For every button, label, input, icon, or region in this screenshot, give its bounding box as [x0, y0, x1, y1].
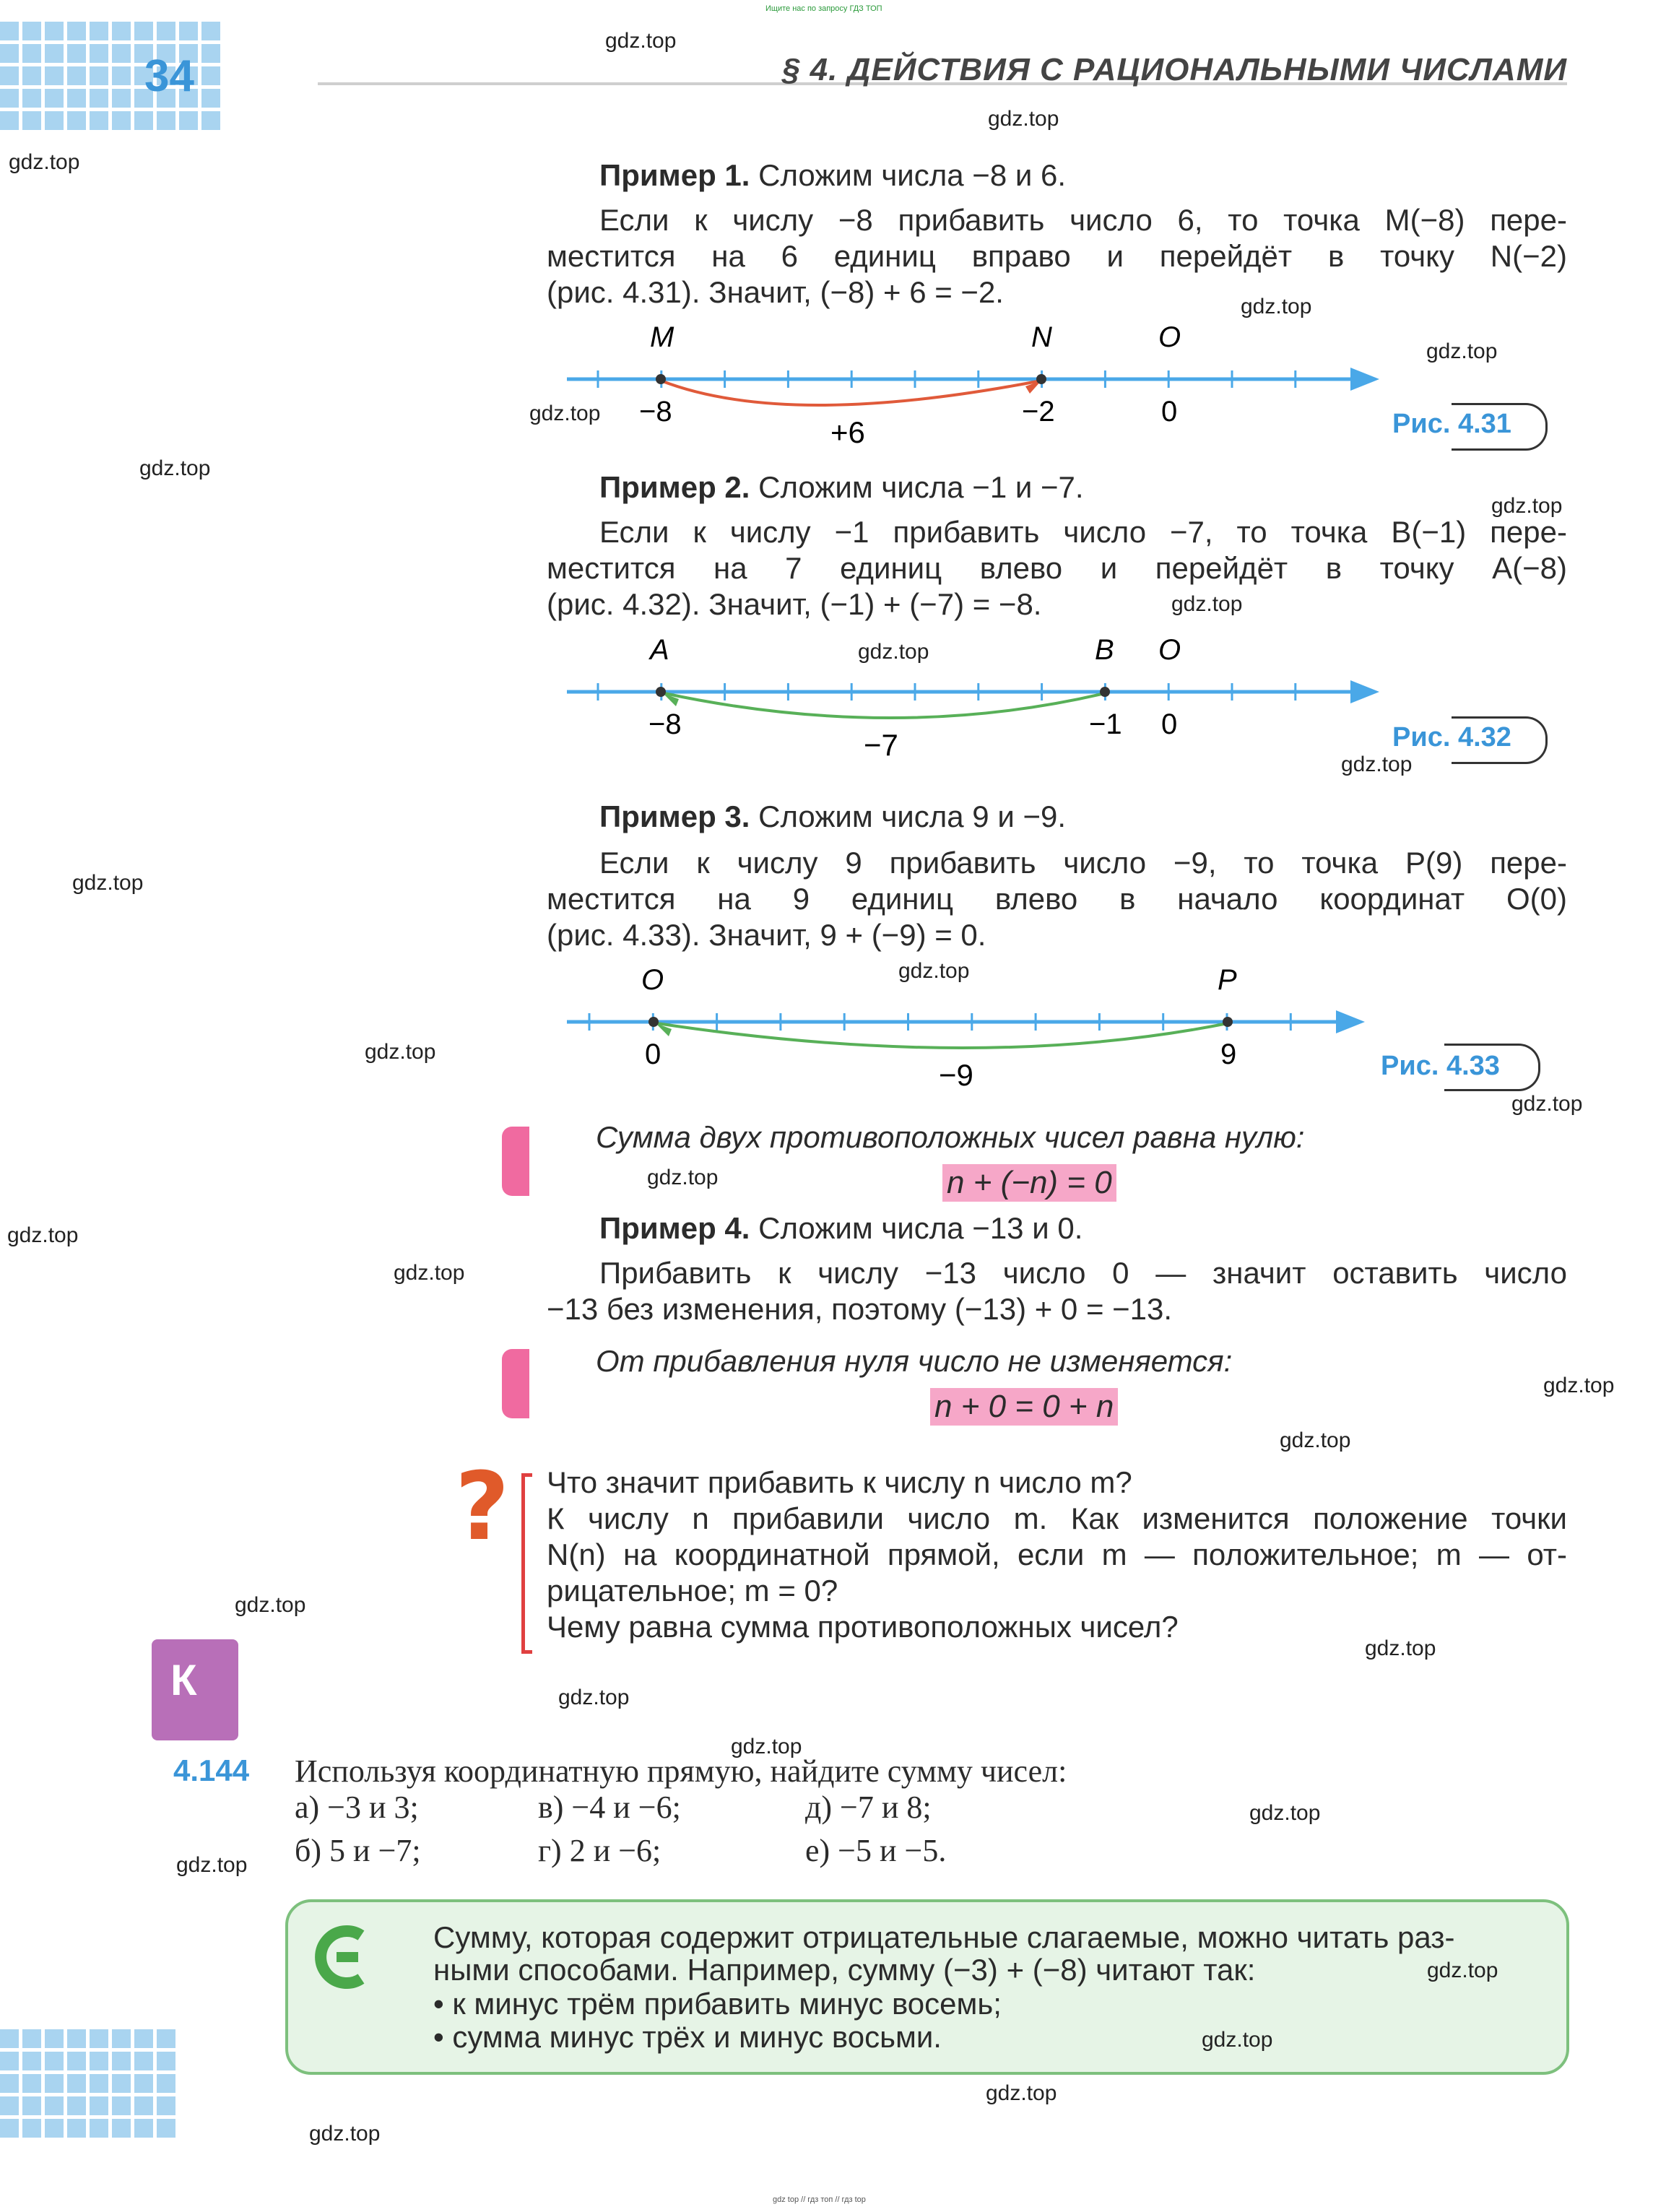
point-o-label: O [1158, 321, 1181, 353]
watermark: gdz.top [72, 871, 144, 895]
example1-heading: Пример 1. [599, 158, 750, 192]
arrow-label: −9 [939, 1058, 973, 1092]
example1-intro: Сложим числа −8 и 6. [758, 158, 1067, 192]
axis-arrowhead [1350, 680, 1379, 703]
exercise-number: 4.144 [173, 1753, 250, 1787]
exercise-task: Используя координатную прямую, найдите сумму чисел: [295, 1753, 1067, 1789]
watermark: gdz.top [365, 1040, 436, 1064]
watermark: gdz.top [988, 107, 1059, 131]
point-a-label: A [650, 634, 669, 666]
note-bullet2: • сумма минус трёх и минус восьми. [433, 2020, 942, 2054]
example3-heading: Пример 3. [599, 799, 750, 833]
question-mark-icon: ? [455, 1452, 510, 1561]
question-3: Чему равна сумма противоположных чисел? [547, 1610, 1179, 1644]
example2-line2: местится на 7 единиц влево и перейдёт в точку A(−8) [547, 551, 1567, 585]
example2-intro-line [599, 469, 1567, 506]
move-arc [657, 1023, 1228, 1048]
speech-icon [311, 1925, 376, 1990]
watermark: gdz.top [986, 2081, 1057, 2105]
note-line2: ными способами. Например, сумму (−3) + (−8) читают так: [433, 1953, 1256, 1987]
point-a [656, 687, 666, 697]
point-m [656, 374, 666, 384]
point-o [648, 1017, 659, 1027]
arrow-label: +6 [830, 415, 865, 449]
exercise-item-v: в) −4 и −6; [538, 1790, 681, 1825]
tick-label-a: −8 [648, 708, 682, 740]
page-number: 34 [144, 51, 194, 101]
exercise-item-a: а) −3 и 3; [295, 1790, 419, 1825]
exercise-item-d: д) −7 и 8; [805, 1790, 932, 1825]
rule1-text: Сумма двух противоположных чисел равна нулю: [596, 1120, 1305, 1154]
tick-label-o: 0 [1161, 708, 1178, 740]
point-o-label: O [1158, 634, 1181, 666]
top-note: Ищите нас по запросу ГДЗ ТОП [765, 4, 882, 13]
exercise-item-g: г) 2 и −6; [538, 1833, 661, 1868]
number-line-fig-4-33 [549, 964, 1394, 1101]
tick-label-m: −8 [639, 396, 672, 428]
tick-label-o: 0 [1161, 396, 1178, 428]
example1-intro-line [599, 157, 1567, 194]
watermark: gdz.top [9, 150, 80, 174]
watermark: gdz.top [394, 1261, 465, 1285]
tick-label-o: 0 [645, 1038, 661, 1070]
example4-line1: Прибавить к числу −13 число 0 — значит оставить число [599, 1256, 1567, 1290]
question-1: Что значит прибавить к числу n число m? [547, 1465, 1132, 1499]
section-title: § 4. ДЕЙСТВИЯ С РАЦИОНАЛЬНЫМИ ЧИСЛАМИ [781, 52, 1567, 87]
point-n-label: N [1031, 321, 1052, 353]
point-b-label: B [1095, 634, 1114, 666]
watermark: gdz.top [7, 1223, 79, 1247]
fig-caption-4-31: Рис. 4.31 [1392, 409, 1511, 439]
example1-line1: Если к числу −8 прибавить число 6, то точка M(−8) пере- [599, 203, 1567, 237]
example4-heading: Пример 4. [599, 1211, 750, 1245]
tick-label-b: −1 [1089, 708, 1122, 740]
tick-label-n: −2 [1022, 396, 1055, 428]
axis-arrowhead [1350, 368, 1379, 391]
example3-intro-line [599, 799, 1567, 835]
example1-line3: (рис. 4.31). Значит, (−8) + 6 = −2. [547, 275, 1004, 309]
rule2-formula: n + 0 = 0 + n [930, 1388, 1118, 1426]
watermark: gdz.top [1202, 2028, 1273, 2052]
watermark: gdz.top [1426, 339, 1498, 363]
number-line-fig-4-31 [549, 321, 1394, 459]
watermark: gdz.top [176, 1853, 248, 1877]
question-2-line3: рицательное; m = 0? [547, 1574, 838, 1608]
point-o-label: O [641, 964, 664, 996]
questions-bracket [521, 1473, 532, 1654]
number-line-fig-4-32 [549, 634, 1394, 771]
watermark: gdz.top [858, 640, 929, 664]
point-m-label: M [650, 321, 674, 353]
bottom-note: gdz top // гдз топ // гдз top [773, 2195, 866, 2204]
watermark: gdz.top [1365, 1636, 1436, 1660]
watermark: gdz.top [139, 456, 211, 480]
move-arc [664, 693, 1105, 718]
watermark: gdz.top [1427, 1959, 1498, 1982]
example3-line2: местится на 9 единиц влево в начало координат O(0) [547, 882, 1567, 916]
watermark: gdz.top [309, 2122, 381, 2146]
arrow-label: −7 [864, 728, 898, 762]
watermark: gdz.top [1511, 1092, 1583, 1116]
watermark: gdz.top [1241, 295, 1312, 318]
example2-heading: Пример 2. [599, 470, 750, 504]
example4-intro: Сложим числа −13 и 0. [758, 1211, 1083, 1245]
rule1-marker [502, 1127, 529, 1196]
watermark: gdz.top [235, 1593, 306, 1617]
decor-tiles-bottom [0, 2029, 175, 2138]
axis-arrowhead [1336, 1010, 1365, 1033]
rule2-text: От прибавления нуля число не изменяется: [596, 1344, 1233, 1378]
watermark: gdz.top [605, 29, 677, 53]
point-b [1100, 687, 1110, 697]
example2-intro: Сложим числа −1 и −7. [758, 470, 1084, 504]
watermark: gdz.top [1491, 494, 1563, 518]
watermark: gdz.top [558, 1686, 630, 1709]
point-n [1036, 374, 1046, 384]
point-p [1223, 1017, 1233, 1027]
watermark: gdz.top [1171, 592, 1243, 616]
watermark: gdz.top [1280, 1428, 1351, 1452]
k-badge-letter: К [170, 1656, 197, 1704]
example3-line1: Если к числу 9 прибавить число −9, то точка P(9) пере- [599, 846, 1567, 880]
k-badge-icon [152, 1639, 238, 1740]
example3-line3: (рис. 4.33). Значит, 9 + (−9) = 0. [547, 918, 986, 952]
example3-intro: Сложим числа 9 и −9. [758, 799, 1067, 833]
watermark: gdz.top [1341, 752, 1413, 776]
watermark: gdz.top [731, 1735, 802, 1758]
question-2-line2: N(n) на координатной прямой, если m — положительное; m — от- [547, 1537, 1567, 1571]
example2-line3: (рис. 4.32). Значит, (−1) + (−7) = −8. [547, 587, 1042, 621]
fig-caption-4-33: Рис. 4.33 [1381, 1051, 1500, 1081]
fig-caption-4-32: Рис. 4.32 [1392, 722, 1511, 752]
tick-label-p: 9 [1220, 1038, 1237, 1070]
exercise-item-b: б) 5 и −7; [295, 1833, 421, 1868]
example2-line1: Если к числу −1 прибавить число −7, то точка B(−1) пере- [599, 515, 1567, 549]
watermark: gdz.top [898, 959, 970, 983]
example4-line2: −13 без изменения, поэтому (−13) + 0 = −13. [547, 1292, 1173, 1326]
note-line1: Сумму, которая содержит отрицательные слагаемые, можно читать раз- [433, 1920, 1455, 1954]
example4-intro-line [599, 1210, 1567, 1246]
point-p-label: P [1218, 964, 1237, 996]
watermark: gdz.top [647, 1166, 719, 1189]
exercise-item-e: е) −5 и −5. [805, 1833, 947, 1868]
rule1-formula: n + (−n) = 0 [942, 1164, 1116, 1202]
example1-line2: местится на 6 единиц вправо и перейдёт в точку N(−2) [547, 239, 1567, 273]
question-2-line1: К числу n прибавили число m. Как изменится положение точки [547, 1501, 1567, 1535]
note-bullet1: • к минус трём прибавить минус восемь; [433, 1987, 1002, 2021]
watermark: gdz.top [1543, 1374, 1615, 1397]
watermark: gdz.top [1249, 1801, 1321, 1825]
rule2-marker [502, 1349, 529, 1418]
watermark: gdz.top [529, 402, 601, 425]
